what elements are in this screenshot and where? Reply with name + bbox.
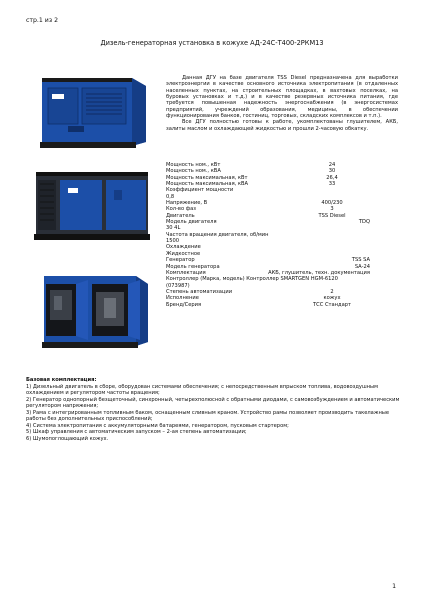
- spec-row: Генератор TSS SA: [166, 257, 370, 264]
- generator-photo-side: [28, 164, 156, 246]
- spec-row: 0,8: [166, 193, 175, 200]
- spec-row: Частота вращения двигателя, об/мин: [166, 231, 269, 238]
- base-kit-section: [26, 377, 402, 442]
- spec-row: Модель двигателя TDQ: [166, 219, 370, 226]
- spec-row: Мощность максимальная, кВт 26,4: [166, 174, 338, 181]
- base-kit-item: 2) Генератор однопорный безщеточный, синхронный, четырехполюсной с обратными диодами, с самовозбуждением и автоматическим регулятором напряжения;: [26, 396, 400, 409]
- intro-paragraph: Все ДГУ полностью готовы к работе, укомплектованы глушителем, АКБ, залиты маслом и охлаждающей жидкостью и прошли 2-часовую обкатку.: [166, 119, 398, 132]
- spec-row: Жидкостное: [166, 250, 201, 257]
- spec-row: Контроллер (Марка, модель) Контроллер SMARTGEN HGM-6120: [166, 276, 338, 283]
- spec-row: Бренд/Серия ТСС Стандарт: [166, 301, 352, 308]
- spec-row: Двигатель TSS Diesel: [166, 212, 346, 219]
- spec-row: Мощность ном., кВА 30: [166, 168, 336, 175]
- spec-list: [166, 162, 398, 308]
- document-title: Дизель-генераторная установка в кожухе АД-24С-Т400-2РКМ13: [100, 39, 324, 47]
- spec-row: Комплектация АКБ, глушитель, техн. документация: [166, 269, 370, 276]
- spec-row: Мощность максимальная, кВА 33: [166, 181, 336, 188]
- base-kit-item: 6) Шумопоглощающий кожух.: [26, 435, 109, 442]
- base-kit-item: 4) Система электропитания с аккумуляторными батареями, генератором, пусковым стартером;: [26, 422, 289, 429]
- spec-row: Кол-во фаз 3: [166, 206, 334, 213]
- base-kit-title: Базовая комплектация:: [26, 377, 97, 383]
- spec-row: Охлаждение: [166, 244, 201, 251]
- spec-row: Мощность ном., кВт 24: [166, 162, 336, 168]
- generator-photo-front: [28, 70, 156, 152]
- intro-paragraph: Данная ДГУ на базе двигателя TSS Diesel предназначена для выработки электроэнергии в качестве основного источника электропитания (в отдаленных населенных пунктах, на строительных площадках, в вахтовых поселках, на буровых установках и т.д.) и в качестве резервных источника питания, где требуется повышенная надежность энергоснабжения (в энергосистемах предприятий, учреждений образования, медицины, в обеспечении функционирования банков, гостиниц, торговых, складских комплексов и т.п.).: [166, 75, 398, 120]
- spec-row: Степень автоматизации 2: [166, 288, 334, 295]
- base-kit-item: 5) Шкаф управления с автоматическим запуском – 2-ая степень автоматизации;: [26, 429, 247, 435]
- page-number: 1: [392, 583, 396, 590]
- spec-row: (073987): [166, 282, 190, 289]
- page-label: стр.1 из 2: [26, 17, 59, 24]
- generator-photo-open: [28, 262, 156, 352]
- spec-row: 1500: [166, 238, 180, 245]
- spec-row: Исполнение кожух: [166, 295, 341, 302]
- intro-description: [166, 75, 398, 132]
- base-kit-item: 3) Рама с интегрированным топливным баком, оснащенным сливным краном. Устройство рамы позволяет производить такелажные работы без дополнительных приспособлений;: [26, 409, 390, 422]
- base-kit-item: 1) Дизельный двигатель в сборе, оборудован системами обеспечения; с непосредственным впрыском топлива, водовоздушным охлаждением и регулятором частоты вращения;: [26, 383, 378, 396]
- spec-row: Коэффициент мощности: [166, 187, 234, 194]
- spec-row: Напряжение, В 400/230: [166, 200, 343, 207]
- spec-row: Модель генератора SA-24: [166, 263, 370, 270]
- spec-row: 30 4L: [166, 225, 181, 232]
